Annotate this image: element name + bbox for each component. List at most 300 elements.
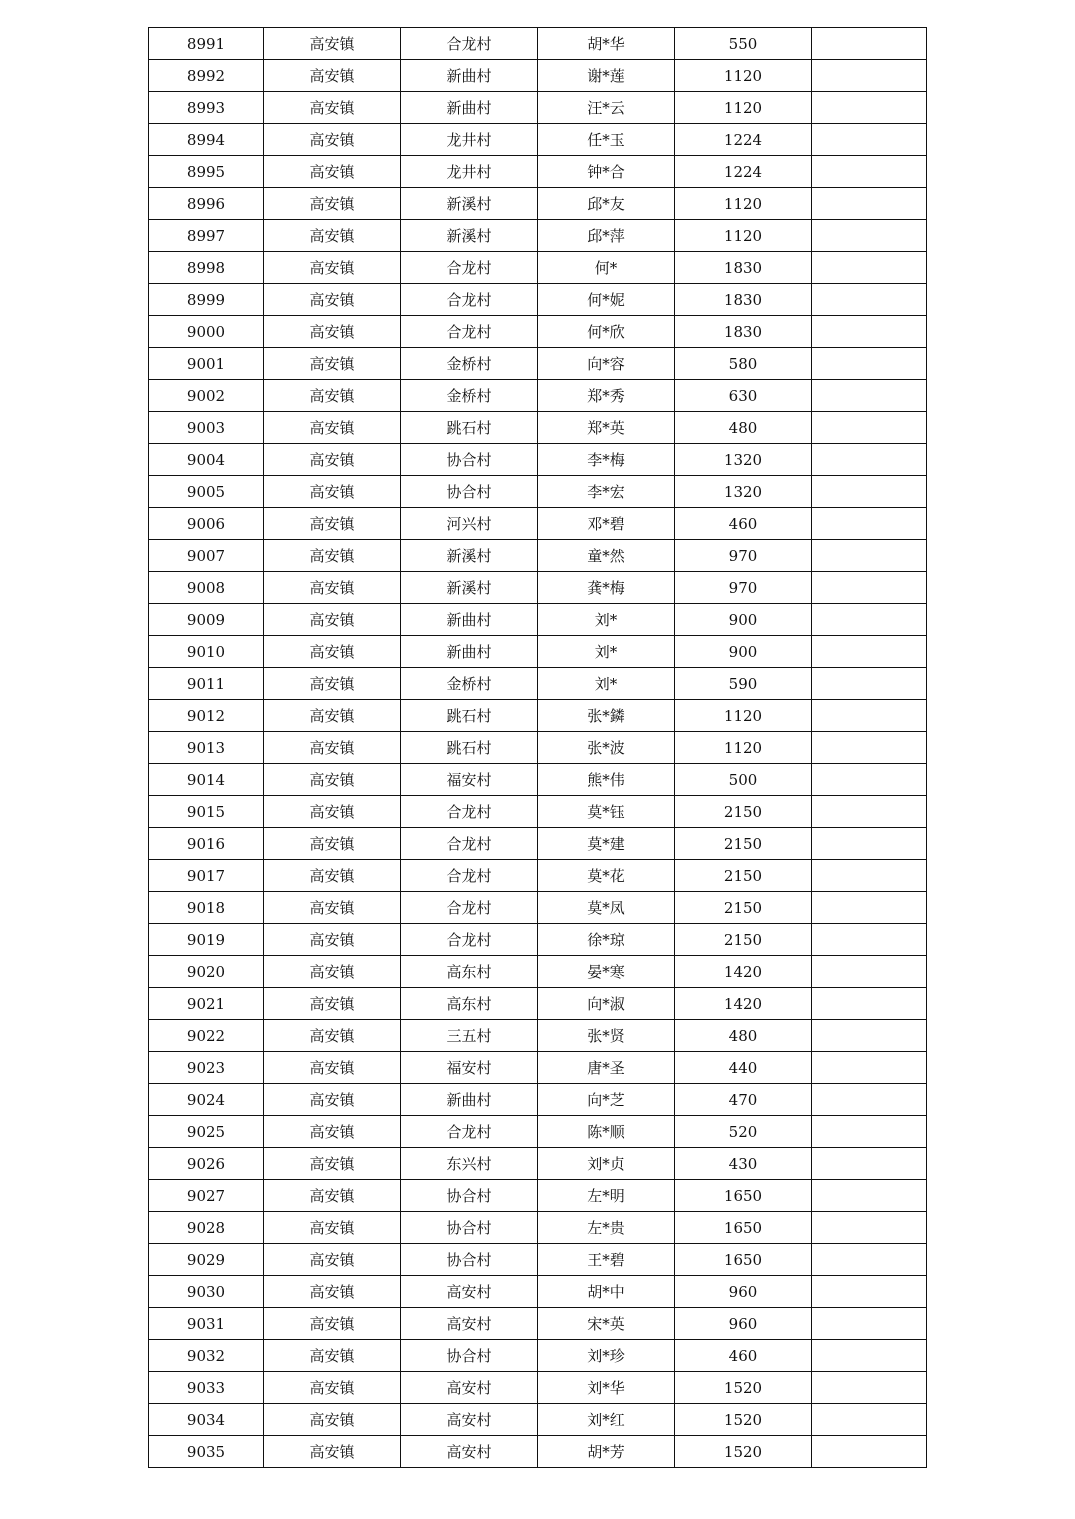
note-cell <box>812 988 927 1020</box>
name-cell: 张*贤 <box>538 1020 675 1052</box>
note-cell <box>812 1116 927 1148</box>
amount-cell: 550 <box>675 28 812 60</box>
amount-cell: 520 <box>675 1116 812 1148</box>
amount-cell: 1830 <box>675 284 812 316</box>
row-number-cell: 8996 <box>149 188 264 220</box>
note-cell <box>812 124 927 156</box>
note-cell <box>812 1244 927 1276</box>
name-cell: 钟*合 <box>538 156 675 188</box>
row-number-cell: 8998 <box>149 252 264 284</box>
note-cell <box>812 220 927 252</box>
village-cell: 龙井村 <box>401 156 538 188</box>
name-cell: 刘* <box>538 668 675 700</box>
amount-cell: 1830 <box>675 316 812 348</box>
village-cell: 东兴村 <box>401 1148 538 1180</box>
amount-cell: 1320 <box>675 476 812 508</box>
village-cell: 合龙村 <box>401 1116 538 1148</box>
row-number-cell: 9031 <box>149 1308 264 1340</box>
name-cell: 刘* <box>538 636 675 668</box>
row-number-cell: 9017 <box>149 860 264 892</box>
note-cell <box>812 764 927 796</box>
table-row <box>149 572 927 604</box>
table-row <box>149 956 927 988</box>
town-cell: 高安镇 <box>264 1116 401 1148</box>
village-cell: 协合村 <box>401 444 538 476</box>
row-number-cell: 9032 <box>149 1340 264 1372</box>
town-cell: 高安镇 <box>264 1404 401 1436</box>
row-number-cell: 8992 <box>149 60 264 92</box>
amount-cell: 1520 <box>675 1404 812 1436</box>
amount-cell: 480 <box>675 1020 812 1052</box>
table-row <box>149 1436 927 1468</box>
row-number-cell: 9020 <box>149 956 264 988</box>
table-row <box>149 1340 927 1372</box>
name-cell: 王*碧 <box>538 1244 675 1276</box>
note-cell <box>812 1148 927 1180</box>
row-number-cell: 9003 <box>149 412 264 444</box>
row-number-cell: 9014 <box>149 764 264 796</box>
village-cell: 高安村 <box>401 1276 538 1308</box>
name-cell: 左*贵 <box>538 1212 675 1244</box>
row-number-cell: 9034 <box>149 1404 264 1436</box>
table-row <box>149 476 927 508</box>
row-number-cell: 9000 <box>149 316 264 348</box>
town-cell: 高安镇 <box>264 1308 401 1340</box>
table-row <box>149 860 927 892</box>
note-cell <box>812 636 927 668</box>
name-cell: 郑*英 <box>538 412 675 444</box>
row-number-cell: 9027 <box>149 1180 264 1212</box>
village-cell: 合龙村 <box>401 28 538 60</box>
town-cell: 高安镇 <box>264 1180 401 1212</box>
row-number-cell: 9012 <box>149 700 264 732</box>
amount-cell: 1120 <box>675 700 812 732</box>
town-cell: 高安镇 <box>264 380 401 412</box>
name-cell: 张*鏻 <box>538 700 675 732</box>
row-number-cell: 9004 <box>149 444 264 476</box>
table-row <box>149 508 927 540</box>
name-cell: 邱*友 <box>538 188 675 220</box>
village-cell: 福安村 <box>401 764 538 796</box>
amount-cell: 480 <box>675 412 812 444</box>
town-cell: 高安镇 <box>264 764 401 796</box>
town-cell: 高安镇 <box>264 284 401 316</box>
note-cell <box>812 1436 927 1468</box>
village-cell: 合龙村 <box>401 892 538 924</box>
village-cell: 河兴村 <box>401 508 538 540</box>
table-row <box>149 60 927 92</box>
amount-cell: 1420 <box>675 956 812 988</box>
row-number-cell: 9008 <box>149 572 264 604</box>
amount-cell: 440 <box>675 1052 812 1084</box>
row-number-cell: 9013 <box>149 732 264 764</box>
village-cell: 新曲村 <box>401 60 538 92</box>
town-cell: 高安镇 <box>264 1020 401 1052</box>
table-row <box>149 1084 927 1116</box>
row-number-cell: 9007 <box>149 540 264 572</box>
table-row <box>149 540 927 572</box>
row-number-cell: 9009 <box>149 604 264 636</box>
note-cell <box>812 1372 927 1404</box>
row-number-cell: 8995 <box>149 156 264 188</box>
name-cell: 徐*琼 <box>538 924 675 956</box>
town-cell: 高安镇 <box>264 700 401 732</box>
amount-cell: 1120 <box>675 60 812 92</box>
name-cell: 何* <box>538 252 675 284</box>
note-cell <box>812 732 927 764</box>
row-number-cell: 9001 <box>149 348 264 380</box>
note-cell <box>812 28 927 60</box>
row-number-cell: 9024 <box>149 1084 264 1116</box>
table-row <box>149 1276 927 1308</box>
town-cell: 高安镇 <box>264 508 401 540</box>
town-cell: 高安镇 <box>264 1276 401 1308</box>
table-row <box>149 1052 927 1084</box>
row-number-cell: 9028 <box>149 1212 264 1244</box>
table-row <box>149 1212 927 1244</box>
amount-cell: 970 <box>675 572 812 604</box>
village-cell: 协合村 <box>401 1180 538 1212</box>
name-cell: 晏*寒 <box>538 956 675 988</box>
town-cell: 高安镇 <box>264 412 401 444</box>
name-cell: 张*波 <box>538 732 675 764</box>
note-cell <box>812 60 927 92</box>
name-cell: 刘*红 <box>538 1404 675 1436</box>
amount-cell: 900 <box>675 604 812 636</box>
village-cell: 高安村 <box>401 1372 538 1404</box>
table-row <box>149 284 927 316</box>
table-row <box>149 1020 927 1052</box>
table-row <box>149 348 927 380</box>
town-cell: 高安镇 <box>264 1372 401 1404</box>
name-cell: 胡*芳 <box>538 1436 675 1468</box>
name-cell: 向*芝 <box>538 1084 675 1116</box>
town-cell: 高安镇 <box>264 1148 401 1180</box>
row-number-cell: 9035 <box>149 1436 264 1468</box>
amount-cell: 2150 <box>675 860 812 892</box>
town-cell: 高安镇 <box>264 348 401 380</box>
row-number-cell: 9016 <box>149 828 264 860</box>
row-number-cell: 9026 <box>149 1148 264 1180</box>
amount-cell: 1650 <box>675 1212 812 1244</box>
name-cell: 莫*凤 <box>538 892 675 924</box>
table-row <box>149 988 927 1020</box>
amount-cell: 1120 <box>675 92 812 124</box>
table-body <box>149 28 927 1468</box>
note-cell <box>812 156 927 188</box>
town-cell: 高安镇 <box>264 988 401 1020</box>
town-cell: 高安镇 <box>264 1436 401 1468</box>
note-cell <box>812 348 927 380</box>
data-table <box>148 27 927 1468</box>
table-row <box>149 124 927 156</box>
table-row <box>149 828 927 860</box>
town-cell: 高安镇 <box>264 1244 401 1276</box>
amount-cell: 2150 <box>675 924 812 956</box>
name-cell: 刘*珍 <box>538 1340 675 1372</box>
row-number-cell: 8991 <box>149 28 264 60</box>
town-cell: 高安镇 <box>264 796 401 828</box>
row-number-cell: 9005 <box>149 476 264 508</box>
village-cell: 金桥村 <box>401 380 538 412</box>
table-row <box>149 444 927 476</box>
village-cell: 合龙村 <box>401 828 538 860</box>
note-cell <box>812 1276 927 1308</box>
note-cell <box>812 1180 927 1212</box>
village-cell: 合龙村 <box>401 252 538 284</box>
row-number-cell: 9018 <box>149 892 264 924</box>
note-cell <box>812 1340 927 1372</box>
name-cell: 莫*花 <box>538 860 675 892</box>
note-cell <box>812 828 927 860</box>
name-cell: 宋*英 <box>538 1308 675 1340</box>
table-row <box>149 924 927 956</box>
town-cell: 高安镇 <box>264 1052 401 1084</box>
town-cell: 高安镇 <box>264 604 401 636</box>
town-cell: 高安镇 <box>264 188 401 220</box>
village-cell: 新溪村 <box>401 572 538 604</box>
name-cell: 何*欣 <box>538 316 675 348</box>
town-cell: 高安镇 <box>264 156 401 188</box>
note-cell <box>812 1020 927 1052</box>
note-cell <box>812 1212 927 1244</box>
amount-cell: 1320 <box>675 444 812 476</box>
table-row <box>149 764 927 796</box>
town-cell: 高安镇 <box>264 1084 401 1116</box>
note-cell <box>812 924 927 956</box>
row-number-cell: 9030 <box>149 1276 264 1308</box>
amount-cell: 960 <box>675 1276 812 1308</box>
name-cell: 李*宏 <box>538 476 675 508</box>
amount-cell: 970 <box>675 540 812 572</box>
town-cell: 高安镇 <box>264 476 401 508</box>
town-cell: 高安镇 <box>264 828 401 860</box>
town-cell: 高安镇 <box>264 1340 401 1372</box>
note-cell <box>812 92 927 124</box>
note-cell <box>812 540 927 572</box>
amount-cell: 2150 <box>675 828 812 860</box>
table-row <box>149 1308 927 1340</box>
name-cell: 唐*圣 <box>538 1052 675 1084</box>
village-cell: 新曲村 <box>401 636 538 668</box>
amount-cell: 1520 <box>675 1436 812 1468</box>
row-number-cell: 9022 <box>149 1020 264 1052</box>
town-cell: 高安镇 <box>264 668 401 700</box>
village-cell: 合龙村 <box>401 924 538 956</box>
village-cell: 新曲村 <box>401 604 538 636</box>
name-cell: 莫*钰 <box>538 796 675 828</box>
village-cell: 三五村 <box>401 1020 538 1052</box>
name-cell: 左*明 <box>538 1180 675 1212</box>
village-cell: 新溪村 <box>401 220 538 252</box>
village-cell: 合龙村 <box>401 796 538 828</box>
village-cell: 高安村 <box>401 1436 538 1468</box>
table-row <box>149 1148 927 1180</box>
town-cell: 高安镇 <box>264 92 401 124</box>
name-cell: 任*玉 <box>538 124 675 156</box>
name-cell: 熊*伟 <box>538 764 675 796</box>
village-cell: 协合村 <box>401 1340 538 1372</box>
name-cell: 陈*顺 <box>538 1116 675 1148</box>
village-cell: 协合村 <box>401 476 538 508</box>
table-row <box>149 892 927 924</box>
amount-cell: 1224 <box>675 124 812 156</box>
name-cell: 向*容 <box>538 348 675 380</box>
note-cell <box>812 444 927 476</box>
town-cell: 高安镇 <box>264 252 401 284</box>
name-cell: 胡*中 <box>538 1276 675 1308</box>
village-cell: 协合村 <box>401 1212 538 1244</box>
amount-cell: 460 <box>675 508 812 540</box>
name-cell: 郑*秀 <box>538 380 675 412</box>
village-cell: 合龙村 <box>401 860 538 892</box>
town-cell: 高安镇 <box>264 732 401 764</box>
village-cell: 高东村 <box>401 988 538 1020</box>
town-cell: 高安镇 <box>264 1212 401 1244</box>
row-number-cell: 9033 <box>149 1372 264 1404</box>
amount-cell: 2150 <box>675 892 812 924</box>
amount-cell: 1120 <box>675 220 812 252</box>
note-cell <box>812 284 927 316</box>
town-cell: 高安镇 <box>264 444 401 476</box>
note-cell <box>812 572 927 604</box>
village-cell: 合龙村 <box>401 316 538 348</box>
table-row <box>149 380 927 412</box>
note-cell <box>812 1084 927 1116</box>
note-cell <box>812 668 927 700</box>
name-cell: 刘*华 <box>538 1372 675 1404</box>
amount-cell: 960 <box>675 1308 812 1340</box>
note-cell <box>812 476 927 508</box>
amount-cell: 900 <box>675 636 812 668</box>
amount-cell: 580 <box>675 348 812 380</box>
town-cell: 高安镇 <box>264 60 401 92</box>
village-cell: 高东村 <box>401 956 538 988</box>
amount-cell: 1224 <box>675 156 812 188</box>
row-number-cell: 9023 <box>149 1052 264 1084</box>
town-cell: 高安镇 <box>264 28 401 60</box>
town-cell: 高安镇 <box>264 316 401 348</box>
village-cell: 新溪村 <box>401 188 538 220</box>
name-cell: 李*梅 <box>538 444 675 476</box>
name-cell: 刘*贞 <box>538 1148 675 1180</box>
table-row <box>149 1116 927 1148</box>
amount-cell: 460 <box>675 1340 812 1372</box>
table-row <box>149 668 927 700</box>
village-cell: 新曲村 <box>401 92 538 124</box>
table-row <box>149 220 927 252</box>
note-cell <box>812 508 927 540</box>
note-cell <box>812 252 927 284</box>
town-cell: 高安镇 <box>264 540 401 572</box>
note-cell <box>812 956 927 988</box>
table-row <box>149 92 927 124</box>
town-cell: 高安镇 <box>264 220 401 252</box>
town-cell: 高安镇 <box>264 572 401 604</box>
table-row <box>149 1372 927 1404</box>
town-cell: 高安镇 <box>264 124 401 156</box>
name-cell: 邱*萍 <box>538 220 675 252</box>
village-cell: 新曲村 <box>401 1084 538 1116</box>
village-cell: 龙井村 <box>401 124 538 156</box>
amount-cell: 1420 <box>675 988 812 1020</box>
town-cell: 高安镇 <box>264 924 401 956</box>
note-cell <box>812 796 927 828</box>
amount-cell: 590 <box>675 668 812 700</box>
village-cell: 合龙村 <box>401 284 538 316</box>
row-number-cell: 9002 <box>149 380 264 412</box>
row-number-cell: 9025 <box>149 1116 264 1148</box>
table-row <box>149 316 927 348</box>
row-number-cell: 9006 <box>149 508 264 540</box>
village-cell: 跳石村 <box>401 412 538 444</box>
amount-cell: 630 <box>675 380 812 412</box>
village-cell: 金桥村 <box>401 668 538 700</box>
note-cell <box>812 860 927 892</box>
name-cell: 童*然 <box>538 540 675 572</box>
table-row <box>149 1404 927 1436</box>
amount-cell: 1520 <box>675 1372 812 1404</box>
row-number-cell: 9010 <box>149 636 264 668</box>
amount-cell: 470 <box>675 1084 812 1116</box>
village-cell: 福安村 <box>401 1052 538 1084</box>
table-row <box>149 1180 927 1212</box>
name-cell: 莫*建 <box>538 828 675 860</box>
note-cell <box>812 316 927 348</box>
note-cell <box>812 412 927 444</box>
name-cell: 何*妮 <box>538 284 675 316</box>
note-cell <box>812 380 927 412</box>
village-cell: 跳石村 <box>401 732 538 764</box>
row-number-cell: 8993 <box>149 92 264 124</box>
row-number-cell: 9019 <box>149 924 264 956</box>
note-cell <box>812 1404 927 1436</box>
table-row <box>149 796 927 828</box>
note-cell <box>812 1308 927 1340</box>
amount-cell: 2150 <box>675 796 812 828</box>
table-row <box>149 636 927 668</box>
name-cell: 刘* <box>538 604 675 636</box>
table-row <box>149 156 927 188</box>
table-row <box>149 700 927 732</box>
row-number-cell: 9029 <box>149 1244 264 1276</box>
town-cell: 高安镇 <box>264 892 401 924</box>
table-row <box>149 732 927 764</box>
village-cell: 新溪村 <box>401 540 538 572</box>
row-number-cell: 9015 <box>149 796 264 828</box>
village-cell: 跳石村 <box>401 700 538 732</box>
row-number-cell: 9021 <box>149 988 264 1020</box>
name-cell: 龚*梅 <box>538 572 675 604</box>
row-number-cell: 8997 <box>149 220 264 252</box>
amount-cell: 1650 <box>675 1244 812 1276</box>
amount-cell: 1650 <box>675 1180 812 1212</box>
name-cell: 向*淑 <box>538 988 675 1020</box>
name-cell: 胡*华 <box>538 28 675 60</box>
town-cell: 高安镇 <box>264 860 401 892</box>
note-cell <box>812 188 927 220</box>
row-number-cell: 8999 <box>149 284 264 316</box>
amount-cell: 1830 <box>675 252 812 284</box>
amount-cell: 1120 <box>675 188 812 220</box>
note-cell <box>812 1052 927 1084</box>
amount-cell: 1120 <box>675 732 812 764</box>
row-number-cell: 9011 <box>149 668 264 700</box>
name-cell: 汪*云 <box>538 92 675 124</box>
row-number-cell: 8994 <box>149 124 264 156</box>
town-cell: 高安镇 <box>264 636 401 668</box>
table-row <box>149 252 927 284</box>
